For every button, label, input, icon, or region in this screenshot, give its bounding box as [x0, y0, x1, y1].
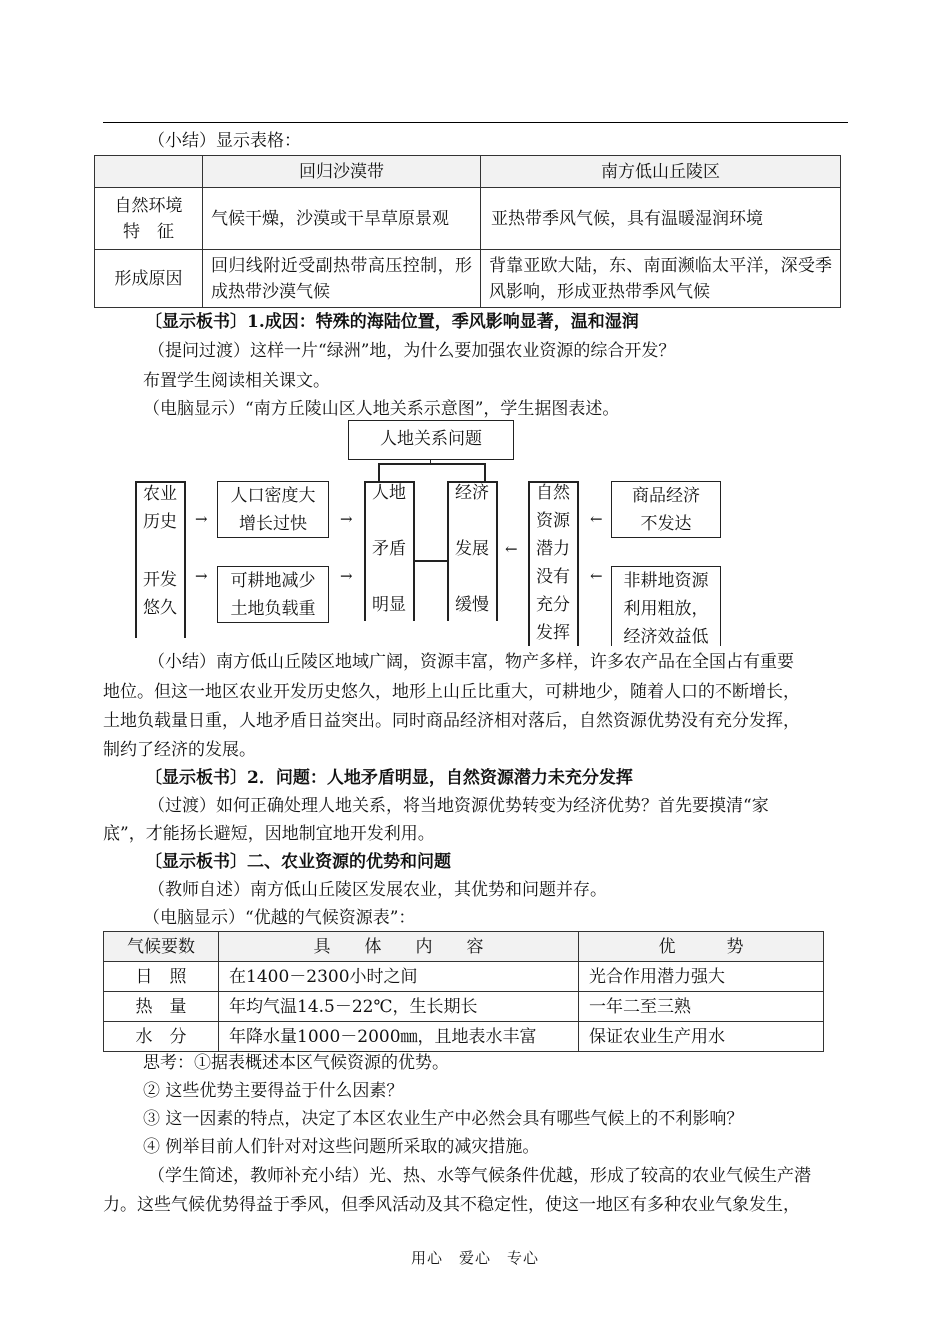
computer-show-diagram: （电脑显示）“南方丘陵山区人地关系示意图”，学生据图表述。 — [143, 399, 620, 419]
table-header-cell: 优 势 — [579, 932, 824, 962]
table-cell: 背靠亚欧大陆，东、南面濒临太平洋，深受季风影响，形成亚热带季风气候 — [481, 250, 841, 308]
climate-resource-table — [103, 931, 824, 1052]
transition-line: 底”，才能扬长避短，因地制宜地开发利用。 — [103, 824, 435, 844]
diagram-title-box: 人地关系问题 — [348, 420, 514, 460]
table-cell: 回归线附近受副热带高压控制，形成热带沙漠气候 — [203, 250, 481, 308]
summary-paragraph-line: 土地负载量日重，人地矛盾日益突出。同时商品经济相对落后，自然资源优势没有充分发挥， — [103, 711, 800, 731]
connector-line — [378, 463, 484, 465]
arrow-left-icon: ← — [590, 567, 603, 585]
table-header-cell — [95, 156, 203, 188]
summary-paragraph-line: 地位。但这一地区农业开发历史悠久，地形上山丘比重大，可耕地少，随着人口的不断增长， — [103, 682, 800, 702]
table-cell: 年均气温14.5－22℃，生长期长 — [219, 992, 579, 1022]
diagram-left-text: 农业 历史 开发 悠久 — [143, 484, 177, 618]
table-cell: 年降水量1000－2000㎜，且地表水丰富 — [219, 1022, 579, 1052]
table-row — [95, 250, 841, 308]
question-transition: （提问过渡）这样一片“绿洲”地，为什么要加强农业资源的综合开发？ — [148, 341, 676, 361]
computer-show-table: （电脑显示）“优越的气候资源表”： — [143, 908, 416, 928]
connector-line — [414, 560, 448, 562]
box-nonarable-resources: 非耕地资源 利用粗放， 经济效益低 — [611, 566, 721, 646]
table-cell: 在1400－2300小时之间 — [219, 962, 579, 992]
row-label: 自然环境 特 征 — [95, 188, 203, 250]
table-cell: 水 分 — [104, 1022, 219, 1052]
table-cell: 一年二至三熟 — [579, 992, 824, 1022]
arrow-left-icon: ← — [505, 540, 518, 558]
board-heading-1: 〔显示板书〕1.成因：特殊的海陆位置，季风影响显著，温和湿润 — [145, 312, 639, 332]
student-summary-line: （学生简述，教师补充小结）光、热、水等气候条件优越，形成了较高的农业气候生产潜 — [148, 1166, 811, 1186]
arrow-right-icon: → — [340, 510, 353, 528]
table-cell: 热 量 — [104, 992, 219, 1022]
teacher-statement: （教师自述）南方低山丘陵区发展农业，其优势和问题并存。 — [148, 880, 607, 900]
table-cell: 气候干燥，沙漠或干旱草原景观 — [203, 188, 481, 250]
table-row — [95, 188, 841, 250]
table-row — [104, 1022, 824, 1052]
table-cell: 亚热带季风气候，具有温暖湿润环境 — [481, 188, 841, 250]
arrow-right-icon: → — [195, 567, 208, 585]
board-heading-2: 〔显示板书〕2．问题：人地矛盾明显，自然资源潜力未充分发挥 — [145, 768, 633, 788]
table-header-cell: 气候要数 — [104, 932, 219, 962]
box-arable-land: 可耕地减少 土地负载重 — [217, 566, 329, 623]
student-summary-line: 力。这些气候优势得益于季风，但季风活动及其不稳定性，使这一地区有多种农业气象发生， — [103, 1195, 800, 1215]
bracket-line — [577, 481, 579, 646]
summary-label: （小结）显示表格： — [148, 131, 301, 151]
summary-paragraph-line: （小结）南方低山丘陵区地域广阔，资源丰富，物产多样，许多农产品在全国占有重要 — [148, 652, 794, 672]
reading-assignment: 布置学生阅读相关课文。 — [143, 371, 330, 391]
table-cell: 日 照 — [104, 962, 219, 992]
transition-line: （过渡）如何正确处理人地关系，将当地资源优势转变为经济优势？首先要摸清“家 — [148, 796, 769, 816]
bracket-line — [413, 481, 415, 621]
think-question: ④ 例举目前人们针对对这些问题所采取的减灾措施。 — [143, 1137, 540, 1157]
diagram-conflict-text: 人地 矛盾 明显 — [372, 483, 406, 615]
table-header-cell: 回归沙漠带 — [203, 156, 481, 188]
board-heading-3: 〔显示板书〕二、农业资源的优势和问题 — [145, 852, 451, 872]
table-cell: 保证农业生产用水 — [579, 1022, 824, 1052]
comparison-table — [94, 155, 841, 308]
think-question: 思考：①据表概述本区气候资源的优势。 — [143, 1053, 449, 1073]
table-header-row — [95, 156, 841, 188]
page-footer: 用心 爱心 专心 — [410, 1249, 539, 1267]
row-label: 形成原因 — [95, 250, 203, 308]
arrow-right-icon: → — [340, 567, 353, 585]
box-population-density: 人口密度大 增长过快 — [217, 481, 329, 538]
box-commodity-economy: 商品经济 不发达 — [611, 481, 721, 538]
think-question: ③ 这一因素的特点，决定了本区农业生产中必然会具有哪些气候上的不利影响？ — [143, 1109, 744, 1129]
table-header-row — [104, 932, 824, 962]
table-cell: 光合作用潜力强大 — [579, 962, 824, 992]
header-rule — [103, 122, 848, 123]
table-row — [104, 992, 824, 1022]
diagram-economy-text: 经济 发展 缓慢 — [455, 483, 489, 615]
bracket-line — [184, 481, 186, 638]
think-question: ② 这些优势主要得益于什么因素？ — [143, 1081, 404, 1101]
table-header-cell: 南方低山丘陵区 — [481, 156, 841, 188]
table-row — [104, 962, 824, 992]
table-header-cell: 具 体 内 容 — [219, 932, 579, 962]
arrow-left-icon: ← — [590, 510, 603, 528]
arrow-right-icon: → — [195, 510, 208, 528]
summary-paragraph-line: 制约了经济的发展。 — [103, 740, 256, 760]
diagram-nature-text: 自然 资源 潜力 没有 充分 发挥 — [536, 483, 570, 643]
bracket-line — [496, 481, 498, 621]
